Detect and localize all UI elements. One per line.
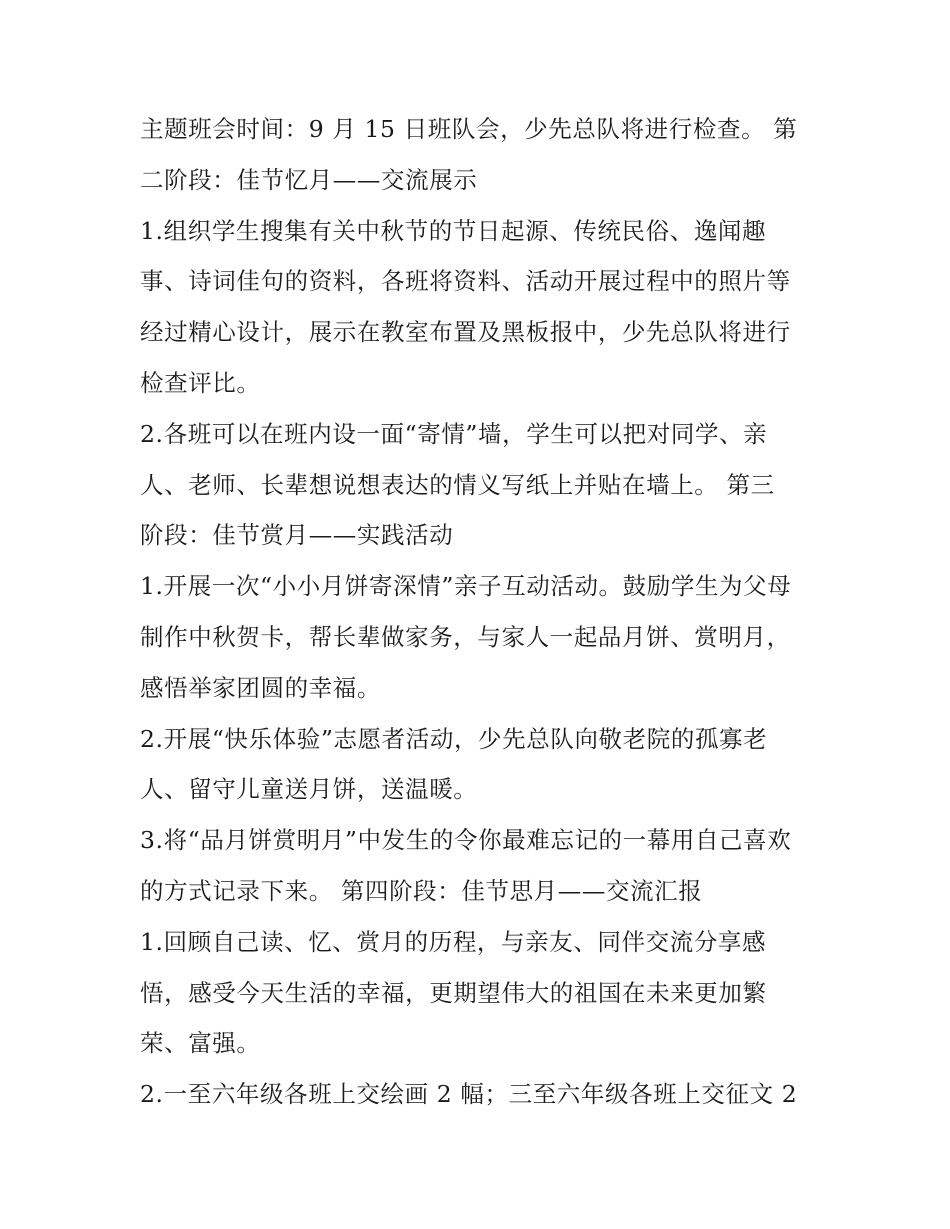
text-line-4: 事、诗词佳句的资料，各班将资料、活动开展过程中的照片等 (140, 267, 791, 295)
text-line-2: 二阶段：佳节忆月——交流展示 (140, 166, 478, 194)
text-line-3: 1.组织学生搜集有关中秋节的节日起源、传统民俗、逸闻趣 (140, 217, 767, 245)
text-line-14: 人、留守儿童送月饼，送温暖。 (140, 775, 478, 803)
text-line-1: 主题班会时间：9 月 15 日班队会，少先总队将进行检查。 第 (140, 115, 798, 143)
text-line-12: 感悟举家团圆的幸福。 (140, 674, 381, 702)
text-line-6: 检查评比。 (140, 369, 261, 397)
text-line-11: 制作中秋贺卡，帮长辈做家务，与家人一起品月饼、赏明月， (140, 623, 791, 651)
text-line-15: 3.将“品月饼赏明月”中发生的令你最难忘记的一幕用自己喜欢 (140, 826, 792, 854)
text-line-9: 阶段：佳节赏月——实践活动 (140, 521, 454, 549)
text-line-20: 2.一至六年级各班上交绘画 2 幅；三至六年级各班上交征文 2 (140, 1080, 798, 1108)
text-line-7: 2.各班可以在班内设一面“寄情”墙，学生可以把对同学、亲 (140, 420, 768, 448)
text-line-19: 荣、富强。 (140, 1029, 261, 1057)
text-line-16: 的方式记录下来。 第四阶段：佳节思月——交流汇报 (140, 877, 703, 905)
text-line-10: 1.开展一次“小小月饼寄深情”亲子互动活动。鼓励学生为父母 (140, 572, 792, 600)
text-line-18: 悟，感受今天生活的幸福，更期望伟大的祖国在未来更加繁 (140, 979, 767, 1007)
text-line-13: 2.开展“快乐体验”志愿者活动，少先总队向敬老院的孤寡老 (140, 725, 768, 753)
text-line-5: 经过精心设计，展示在教室布置及黑板报中，少先总队将进行 (140, 318, 791, 346)
text-line-17: 1.回顾自己读、忆、赏月的历程，与亲友、同伴交流分享感 (140, 928, 767, 956)
text-line-8: 人、老师、长辈想说想表达的情义写纸上并贴在墙上。 第三 (140, 471, 775, 499)
